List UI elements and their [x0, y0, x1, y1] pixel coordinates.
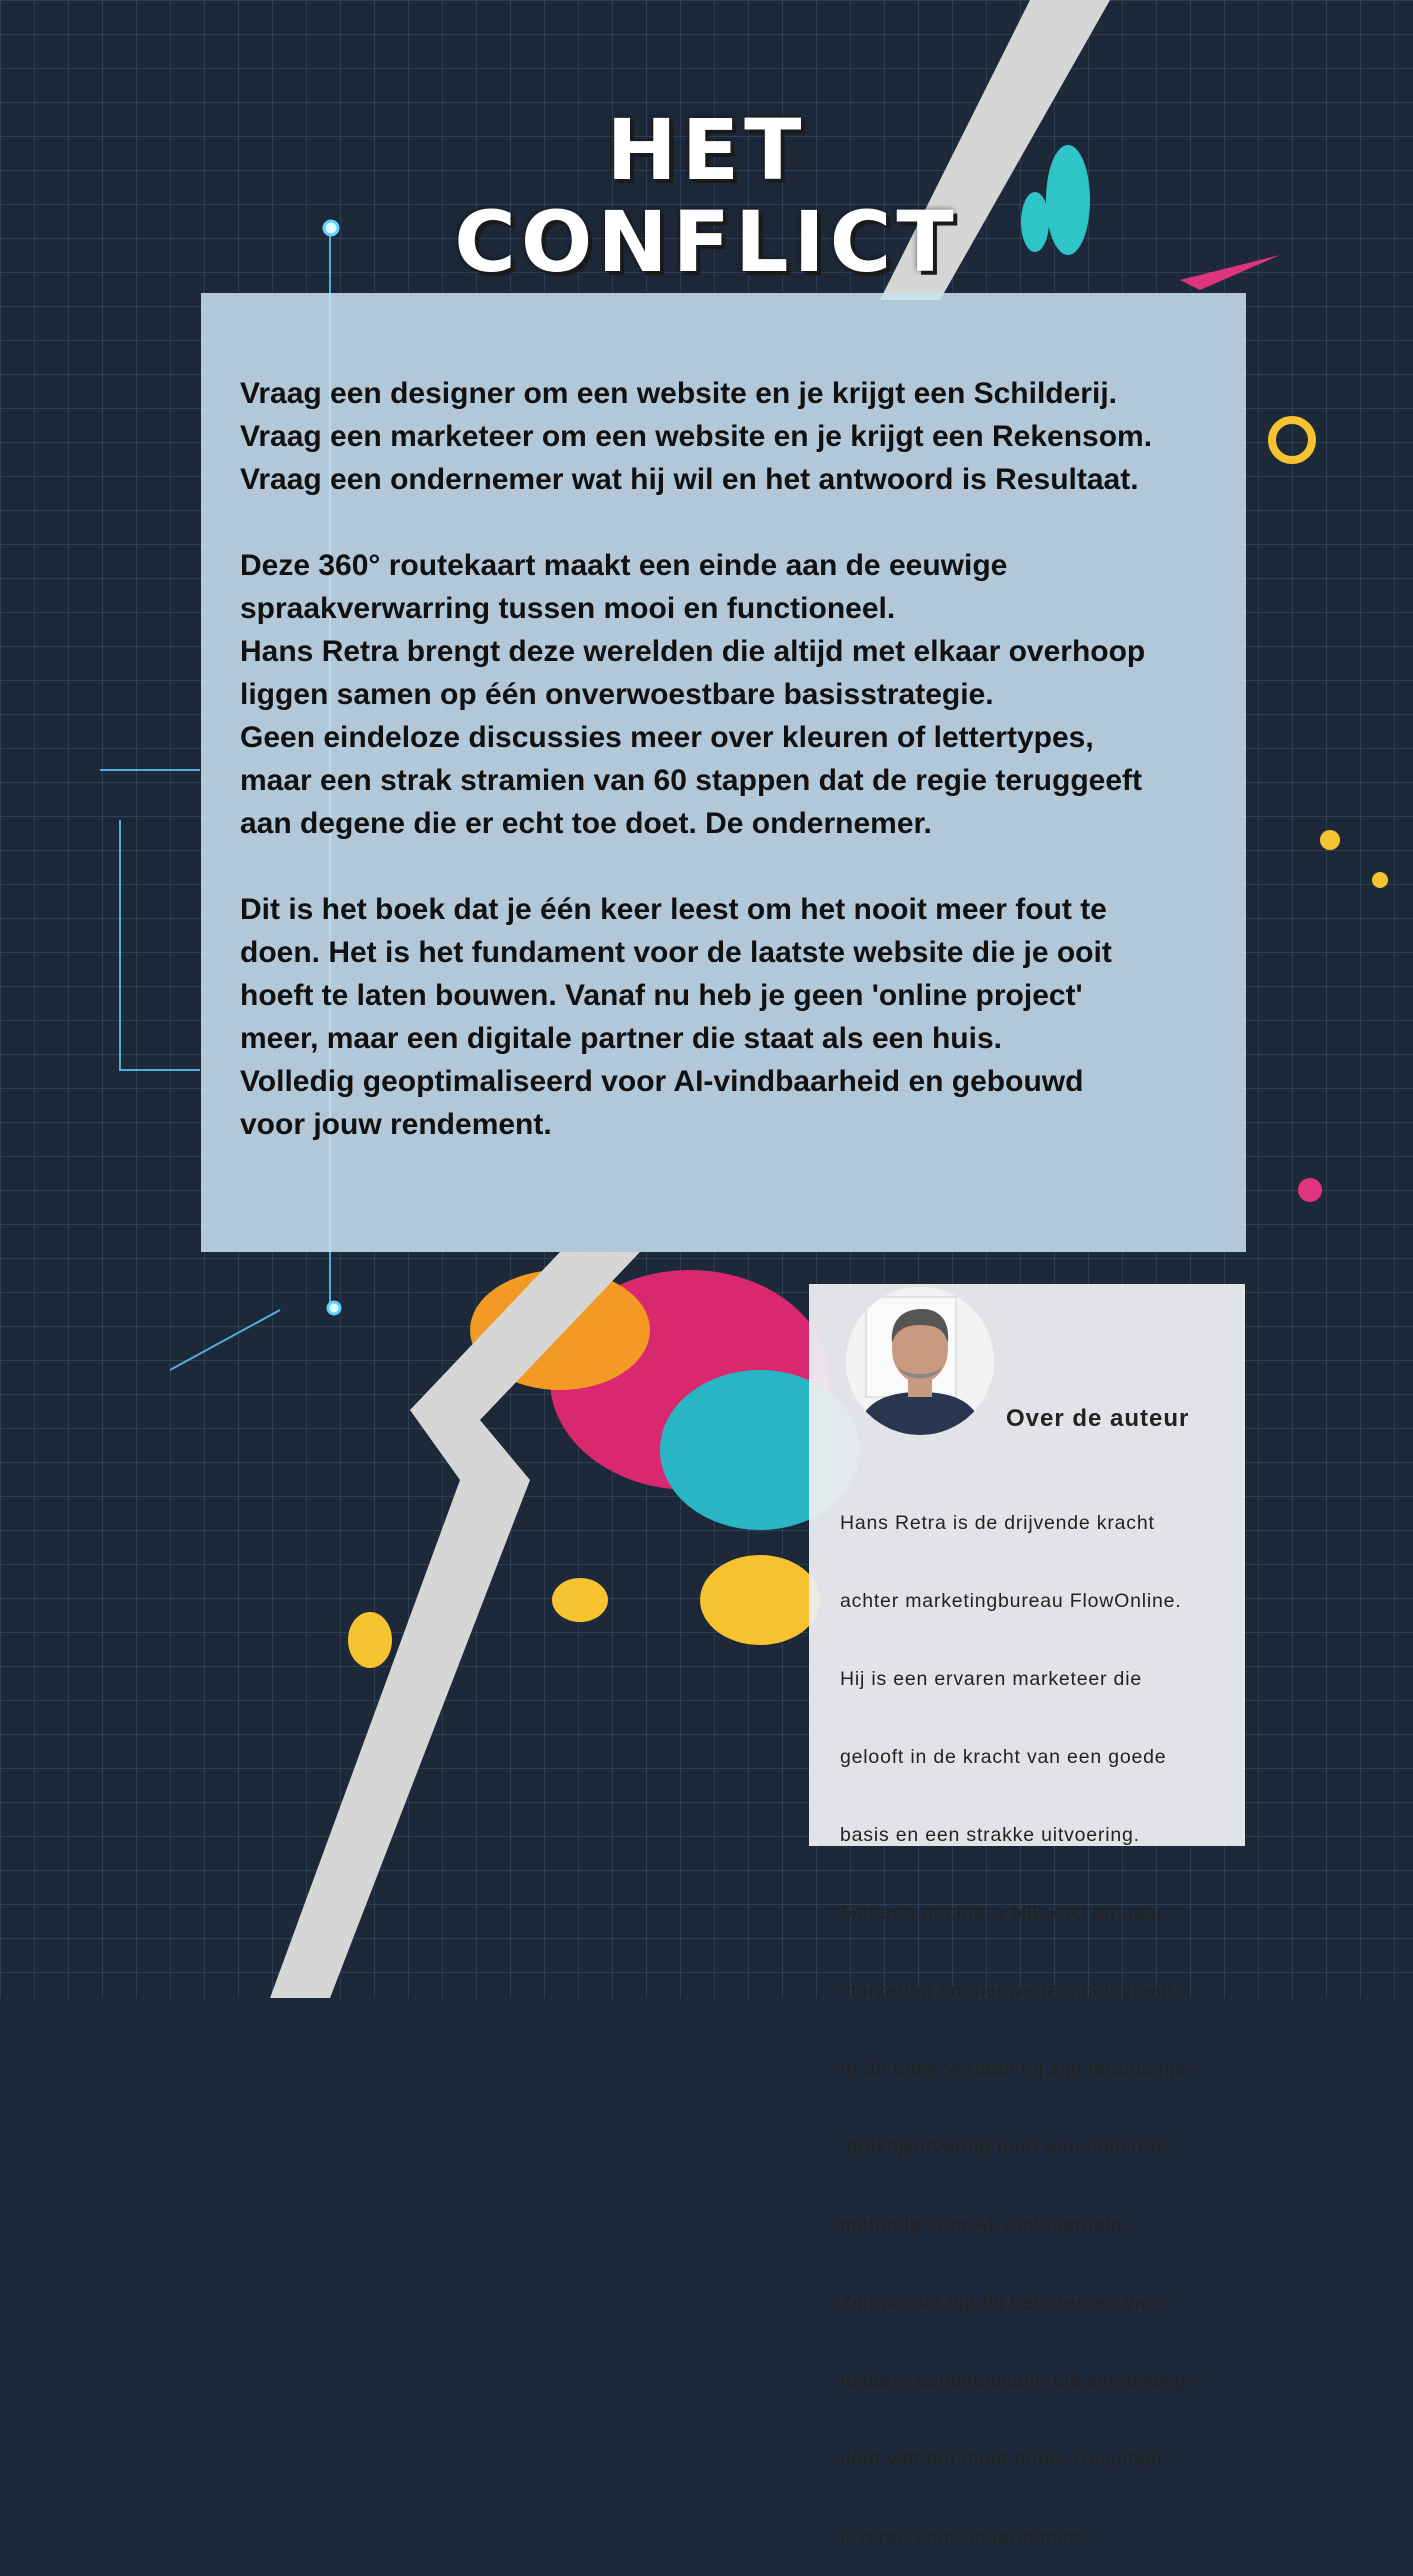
main-text — [240, 372, 1240, 1146]
text-line: doen. Het is het fundament voor de laatste website die je ooit — [240, 936, 1112, 969]
text-line: voor jouw rendement. — [240, 1108, 552, 1141]
bio-line: heldere communicatie die simpelweg — [840, 2370, 1187, 2392]
title-line-2: CONFLICT — [454, 193, 959, 291]
text-line: Vraag een ondernemer wat hij wil en het antwoord is Resultaat. — [240, 463, 1139, 496]
bio-line: marketing en nieuwe technologieën. — [840, 1980, 1180, 2002]
paragraph-2 — [240, 544, 1240, 845]
title-line-1: HET — [606, 101, 807, 199]
bio-line: doet wat het moet doen. Resultaat — [840, 2448, 1164, 2470]
text-line: hoeft te laten bouwen. Vanaf nu heb je geen 'online project' — [240, 979, 1083, 1012]
text-line: spraakverwarring tussen mooi en functioneel. — [240, 592, 896, 625]
text-line: Deze 360° routekaart maakt een einde aan de eeuwige — [240, 549, 1008, 582]
text-line: Volledig geoptimaliseerd voor AI-vindbaarheid en gebouwd — [240, 1065, 1084, 1098]
text-line: Vraag een marketeer om een website en je krijgt een Rekensom. — [240, 420, 1153, 453]
bio-line: In dit boek vertaalt hij zijn jarenlange — [840, 2058, 1188, 2080]
text-line: aan degene die er echt toe doet. De ondernemer. — [240, 807, 932, 840]
text-line: maar een strak stramien van 60 stappen dat de regie teruggeeft — [240, 764, 1143, 797]
paragraph-1 — [240, 372, 1240, 501]
text-line: Vraag een designer om een website en je krijgt een Schilderij. — [240, 377, 1117, 410]
paragraph-3 — [240, 888, 1240, 1146]
text-line: Dit is het boek dat je één keer leest om het nooit meer fout te — [240, 893, 1107, 926]
text-line: Hans Retra brengt deze werelden die altijd met elkaar overhoop — [240, 635, 1146, 668]
bio-line: Hans Retra is de drijvende kracht — [840, 1512, 1155, 1534]
text-line: meer, maar een digitale partner die staat als een huis. — [240, 1022, 1002, 1055]
bio-line: Hij is een ervaren marketeer die — [840, 1668, 1142, 1690]
text-line: Geen eindeloze discussies meer over kleuren of lettertypes, — [240, 721, 1094, 754]
bio-line: Zijn passie ligt bij het creëren van — [840, 2292, 1159, 2314]
bio-line: basis en een strakke uitvoering. — [840, 1824, 1140, 1846]
text-line: liggen samen op één onverwoestbare basisstrategie. — [240, 678, 994, 711]
bio-line: Met een nuchtere blik kijkt hij naar — [840, 1902, 1164, 1924]
author-heading: Over de auteur — [1006, 1405, 1190, 1432]
bio-line: achter marketingbureau FlowOnline. — [840, 1590, 1182, 1612]
bio-line: praktijkervaring naar een concrete — [840, 2136, 1169, 2158]
author-bio — [840, 1458, 1240, 2576]
bio-line: leveren voor ondernemers. — [840, 2526, 1094, 2548]
bio-line: gelooft in de kracht van een goede — [840, 1746, 1167, 1768]
bio-line: methode voor AI-vindbaarheid. — [840, 2214, 1129, 2236]
author-photo — [846, 1287, 994, 1435]
